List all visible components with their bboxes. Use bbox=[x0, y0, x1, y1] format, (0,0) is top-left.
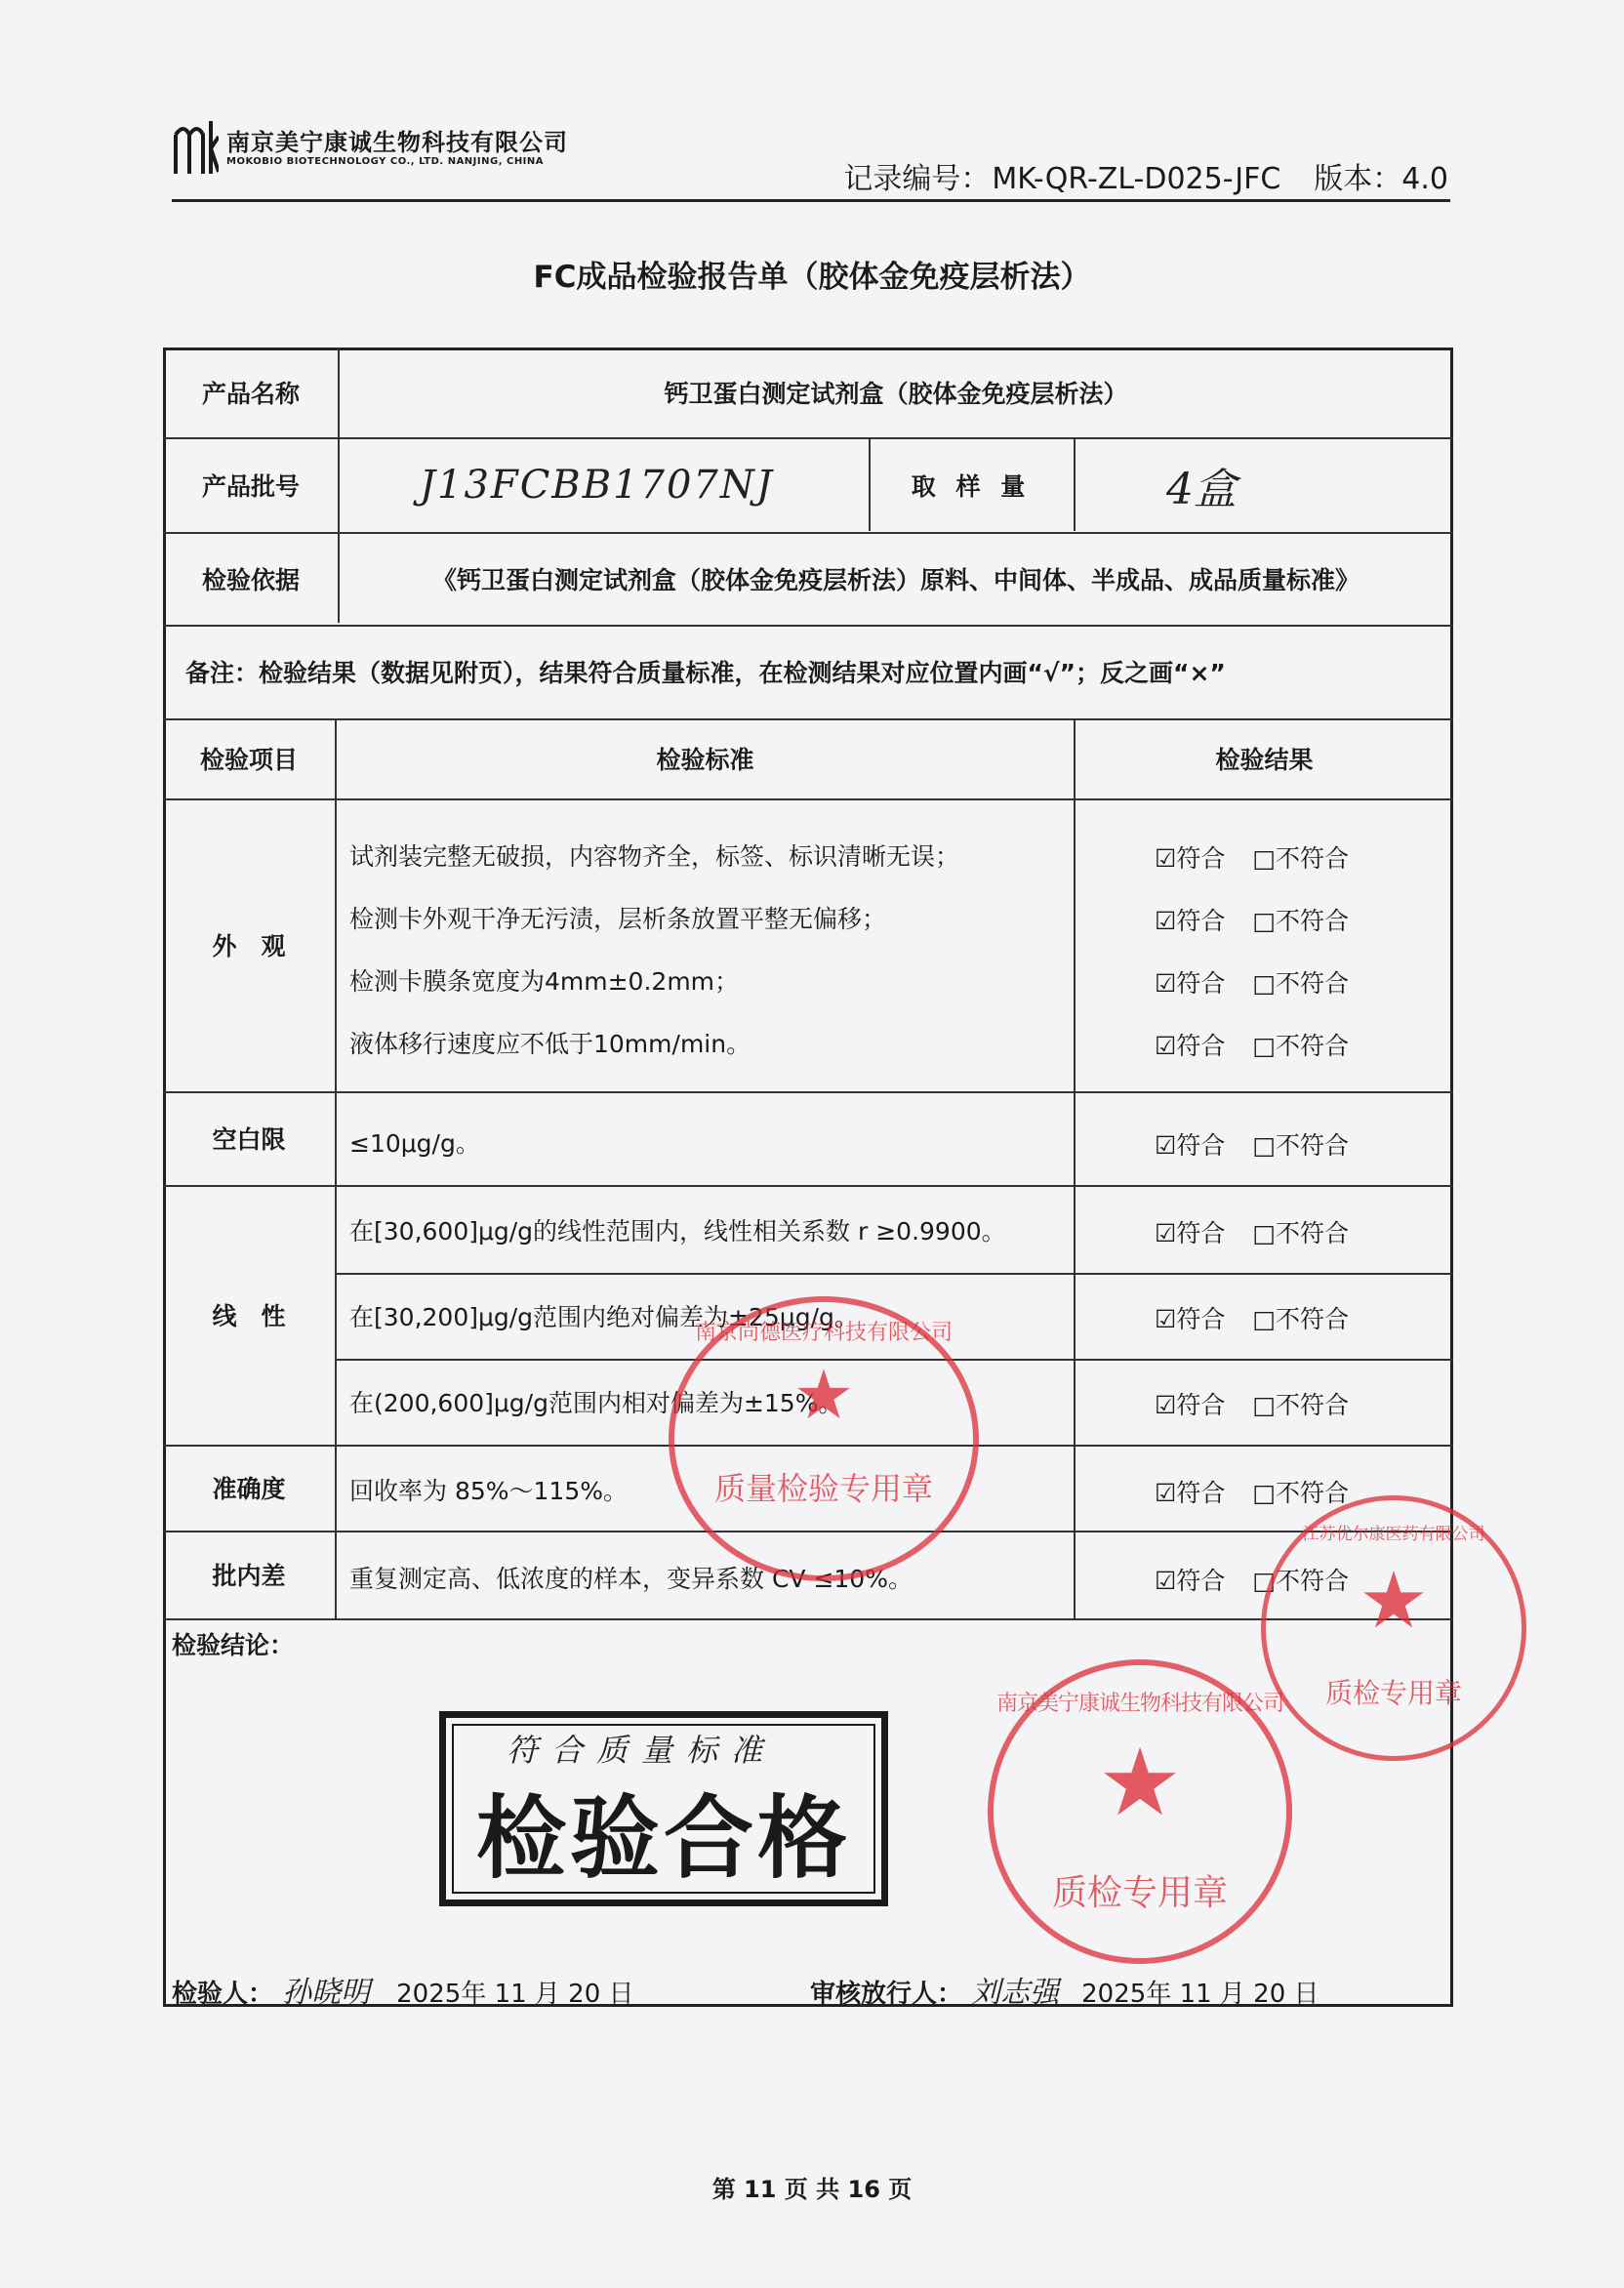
seal-1-company: 南京尚德医疗科技有限公司 bbox=[694, 1321, 953, 1345]
checkbox-nonconform[interactable]: □不符合 bbox=[1252, 1131, 1350, 1160]
document-title: FC成品检验报告单（胶体金免疫层析法） bbox=[533, 260, 1091, 295]
checkbox-conform[interactable]: ☑符合 bbox=[1155, 1479, 1226, 1507]
seal-3-company: 江苏优尔康医药有限公司 bbox=[1302, 1525, 1485, 1544]
result-linearity-2 bbox=[1155, 1300, 1349, 1335]
checkbox-conform[interactable]: ☑符合 bbox=[1155, 1032, 1226, 1060]
note-text: 备注：检验结果（数据见附页），结果符合质量标准，在检测结果对应位置内画“√”；反之画“×” bbox=[185, 659, 1226, 687]
standard-appearance-3: 检测卡膜条宽度为4mm±0.2mm； bbox=[349, 967, 740, 996]
checkbox-nonconform[interactable]: □不符合 bbox=[1252, 1032, 1350, 1060]
seal-star-icon: ★ bbox=[1097, 1728, 1183, 1837]
seal-star-icon: ★ bbox=[1359, 1555, 1429, 1646]
result-appearance-1 bbox=[1155, 839, 1349, 875]
company-logo-icon bbox=[172, 115, 219, 178]
standard-appearance-1: 试剂装完整无破损，内容物齐全，标签、标识清晰无误； bbox=[349, 842, 960, 871]
inspector-name: 孙晓明 bbox=[282, 1976, 371, 2010]
company-logo bbox=[172, 115, 582, 184]
reviewer-date: 2025年 11 月 20 日 bbox=[1081, 1980, 1320, 2009]
batch-label: 产品批号 bbox=[201, 471, 300, 501]
batch-value: J13FCBB1707NJ bbox=[420, 462, 774, 508]
standard-appearance-2: 检测卡外观干净无污渍，层析条放置平整无偏移； bbox=[349, 905, 887, 933]
pass-stamp-text: 检验合格 bbox=[475, 1786, 851, 1891]
checkbox-nonconform[interactable]: □不符合 bbox=[1252, 844, 1350, 873]
result-appearance-2 bbox=[1155, 902, 1349, 937]
checkbox-conform[interactable]: ☑符合 bbox=[1155, 969, 1226, 998]
basis-value: 《钙卫蛋白测定试剂盒（胶体金免疫层析法）原料、中间体、半成品、成品质量标准》 bbox=[431, 565, 1360, 594]
record-number-line bbox=[843, 154, 1448, 197]
record-label: 记录编号： bbox=[843, 162, 991, 196]
header-item: 检验项目 bbox=[199, 746, 298, 774]
seal-2-text: 质检专用章 bbox=[1051, 1873, 1228, 1913]
checkbox-conform[interactable]: ☑符合 bbox=[1155, 1305, 1226, 1333]
standard-linearity-3: 在(200,600]μg/g范围内相对偏差为±15%。 bbox=[349, 1389, 843, 1417]
header-standard: 检验标准 bbox=[656, 746, 754, 774]
inspector-label: 检验人： bbox=[172, 1980, 274, 2009]
checkbox-nonconform[interactable]: □不符合 bbox=[1252, 1305, 1350, 1333]
standard-accuracy: 回收率为 85%～115%。 bbox=[349, 1477, 628, 1505]
checkbox-nonconform[interactable]: □不符合 bbox=[1252, 1391, 1350, 1419]
quality-inspection-seal-1 bbox=[669, 1296, 979, 1581]
quality-inspection-seal-2 bbox=[988, 1659, 1292, 1964]
checkbox-conform[interactable]: ☑符合 bbox=[1155, 1567, 1226, 1595]
checkbox-nonconform[interactable]: □不符合 bbox=[1252, 907, 1350, 935]
item-precision: 批内差 bbox=[212, 1562, 286, 1590]
header-divider bbox=[172, 199, 1450, 202]
standard-linearity-2: 在[30,200]μg/g范围内绝对偏差为±25μg/g。 bbox=[349, 1303, 859, 1331]
sample-value: 4盒 bbox=[1166, 464, 1237, 514]
item-blank-limit: 空白限 bbox=[212, 1125, 286, 1154]
product-name-label: 产品名称 bbox=[201, 380, 300, 408]
reviewer-label: 审核放行人： bbox=[810, 1980, 963, 2009]
page-number: 第 11 页 共 16 页 bbox=[711, 2176, 913, 2203]
inspector-signature bbox=[172, 1968, 634, 2011]
record-number: MK-QR-ZL-D025-JFC bbox=[992, 162, 1281, 196]
reviewer-name: 刘志强 bbox=[971, 1976, 1060, 2010]
pass-stamp bbox=[439, 1711, 888, 1906]
header-result: 检验结果 bbox=[1215, 746, 1314, 774]
product-name-value: 钙卫蛋白测定试剂盒（胶体金免疫层析法） bbox=[664, 380, 1128, 408]
item-linearity: 线 性 bbox=[212, 1302, 286, 1330]
company-name-en: MOKOBIO BIOTECHNOLOGY CO., LTD. NANJING, CHINA bbox=[226, 156, 545, 167]
result-appearance-3 bbox=[1155, 964, 1349, 1000]
checkbox-conform[interactable]: ☑符合 bbox=[1155, 1391, 1226, 1419]
inspector-date: 2025年 11 月 20 日 bbox=[396, 1980, 634, 2009]
company-name-cn: 南京美宁康诚生物科技有限公司 bbox=[226, 129, 568, 156]
item-appearance: 外 观 bbox=[212, 932, 286, 960]
checkbox-nonconform[interactable]: □不符合 bbox=[1252, 1479, 1350, 1507]
standard-precision: 重复测定高、低浓度的样本，变异系数 CV ≤10%。 bbox=[349, 1565, 913, 1593]
conclusion-label: 检验结论： bbox=[172, 1631, 295, 1659]
checkbox-nonconform[interactable]: □不符合 bbox=[1252, 969, 1350, 998]
reviewer-signature bbox=[810, 1968, 1320, 2011]
version-label: 版本： bbox=[1314, 162, 1402, 196]
version-number: 4.0 bbox=[1401, 162, 1448, 196]
checkbox-conform[interactable]: ☑符合 bbox=[1155, 1131, 1226, 1160]
result-accuracy bbox=[1155, 1474, 1349, 1509]
sample-label: 取 样 量 bbox=[911, 471, 1032, 501]
item-accuracy: 准确度 bbox=[212, 1475, 286, 1503]
result-appearance-4 bbox=[1155, 1027, 1349, 1062]
checkbox-conform[interactable]: ☑符合 bbox=[1155, 907, 1226, 935]
conclusion-handwritten: 符合质量标准 bbox=[507, 1732, 777, 1769]
quality-inspection-seal-3 bbox=[1261, 1495, 1526, 1761]
standard-appearance-4: 液体移行速度应不低于10mm/min。 bbox=[349, 1030, 751, 1058]
checkbox-nonconform[interactable]: □不符合 bbox=[1252, 1567, 1350, 1595]
seal-star-icon: ★ bbox=[792, 1355, 855, 1435]
seal-1-text: 质量检验专用章 bbox=[713, 1470, 933, 1507]
checkbox-nonconform[interactable]: □不符合 bbox=[1252, 1219, 1350, 1247]
result-linearity-1 bbox=[1155, 1214, 1349, 1249]
checkbox-conform[interactable]: ☑符合 bbox=[1155, 1219, 1226, 1247]
checkbox-conform[interactable]: ☑符合 bbox=[1155, 844, 1226, 873]
standard-linearity-1: 在[30,600]μg/g的线性范围内，线性相关系数 r ≥0.9900。 bbox=[349, 1217, 1006, 1246]
standard-blank-limit: ≤10μg/g。 bbox=[349, 1129, 480, 1158]
basis-label: 检验依据 bbox=[201, 565, 300, 594]
seal-3-text: 质检专用章 bbox=[1324, 1677, 1462, 1709]
result-linearity-3 bbox=[1155, 1386, 1349, 1421]
seal-2-company: 南京美宁康诚生物科技有限公司 bbox=[995, 1692, 1283, 1716]
result-blank-limit bbox=[1155, 1126, 1349, 1162]
